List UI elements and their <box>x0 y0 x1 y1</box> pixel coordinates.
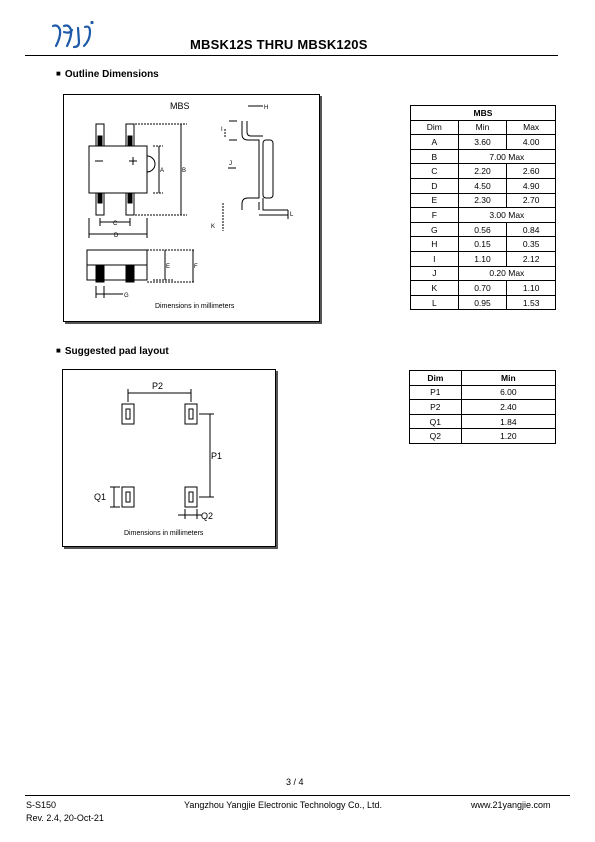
company-name: Yangzhou Yangjie Electronic Technology Co., Ltd. <box>184 800 382 810</box>
pad-section-label: Suggested pad layout <box>64 346 169 357</box>
mbs-col-dim: Dim <box>411 120 459 135</box>
table-row <box>411 222 556 237</box>
table-cell: 0.20 Max <box>458 266 555 281</box>
table-cell: D <box>411 178 459 193</box>
footer-rule <box>25 795 570 796</box>
table-row <box>411 208 556 223</box>
dim-letter-i: I <box>221 127 223 133</box>
table-row <box>411 281 556 296</box>
pad-caption: Dimensions in millimeters <box>124 530 204 537</box>
dim-letter-a: A <box>160 168 165 174</box>
table-cell: Q2 <box>410 429 462 444</box>
pad-col-min: Min <box>461 371 555 386</box>
package-label: MBS <box>170 101 190 111</box>
dim-letter-c: C <box>113 221 118 227</box>
header-rule <box>25 55 558 56</box>
page-title: MBSK12S THRU MBSK120S <box>190 37 368 52</box>
table-cell: A <box>411 135 459 150</box>
pad-drawing <box>62 369 276 547</box>
mbs-col-max: Max <box>507 120 556 135</box>
table-cell: 7.00 Max <box>458 149 555 164</box>
table-cell: I <box>411 251 459 266</box>
table-cell: J <box>411 266 459 281</box>
table-cell: K <box>411 281 459 296</box>
table-cell: 4.00 <box>507 135 556 150</box>
top-view-body <box>89 146 147 193</box>
table-cell: P1 <box>410 385 462 400</box>
table-cell: 6.00 <box>461 385 555 400</box>
table-cell: 2.20 <box>458 164 507 179</box>
table-cell: 1.10 <box>507 281 556 296</box>
table-cell: 0.15 <box>458 237 507 252</box>
outline-section-label: Outline Dimensions <box>64 69 159 80</box>
outline-caption: Dimensions in millimeters <box>155 303 235 310</box>
table-cell: C <box>411 164 459 179</box>
table-cell: P2 <box>410 400 462 415</box>
dim-letter-j: J <box>229 161 232 167</box>
pad-section-heading: ■ Suggested pad layout <box>56 346 169 357</box>
table-row <box>411 237 556 252</box>
table-row <box>410 414 556 429</box>
pad-label-q1: Q1 <box>94 492 107 502</box>
table-cell: H <box>411 237 459 252</box>
table-row <box>411 193 556 208</box>
table-row <box>411 251 556 266</box>
pad-col-dim: Dim <box>410 371 462 386</box>
table-row <box>411 266 556 281</box>
table-cell: 1.84 <box>461 414 555 429</box>
table-cell: 3.00 Max <box>458 208 555 223</box>
table-cell: 1.53 <box>507 295 556 310</box>
table-cell: 2.60 <box>507 164 556 179</box>
revision-info: Rev. 2.4, 20-Oct-21 <box>26 813 104 823</box>
table-cell: E <box>411 193 459 208</box>
table-cell: L <box>411 295 459 310</box>
table-row <box>410 385 556 400</box>
table-cell: 0.95 <box>458 295 507 310</box>
table-cell: 2.30 <box>458 193 507 208</box>
outline-drawing <box>63 94 320 322</box>
table-cell: F <box>411 208 459 223</box>
table-cell: B <box>411 149 459 164</box>
page-number: 3 / 4 <box>286 777 304 787</box>
table-cell: Q1 <box>410 414 462 429</box>
mbs-col-min: Min <box>458 120 507 135</box>
table-cell: 1.20 <box>461 429 555 444</box>
dim-letter-k: K <box>211 224 216 230</box>
dim-letter-g: G <box>124 293 129 299</box>
table-row <box>410 400 556 415</box>
table-cell: 0.84 <box>507 222 556 237</box>
table-cell: 4.90 <box>507 178 556 193</box>
dim-letter-l: L <box>290 212 294 218</box>
table-cell: 2.70 <box>507 193 556 208</box>
table-row <box>411 178 556 193</box>
table-row <box>411 149 556 164</box>
pad-label-q2: Q2 <box>201 511 214 521</box>
table-cell: 0.56 <box>458 222 507 237</box>
table-cell: 0.35 <box>507 237 556 252</box>
table-cell: G <box>411 222 459 237</box>
table-cell: 2.40 <box>461 400 555 415</box>
outline-section-heading: ■ Outline Dimensions <box>56 69 159 80</box>
table-row <box>411 135 556 150</box>
dim-letter-d: D <box>114 233 119 239</box>
website-link[interactable]: www.21yangjie.com <box>471 800 551 810</box>
mbs-table-package: MBS <box>411 106 556 121</box>
dim-letter-f: F <box>194 264 198 270</box>
pad-label-p1: P1 <box>211 451 223 461</box>
pad-label-p2: P2 <box>152 381 164 391</box>
table-cell: 1.10 <box>458 251 507 266</box>
table-cell: 2.12 <box>507 251 556 266</box>
dim-letter-e: E <box>166 264 171 270</box>
table-row <box>411 164 556 179</box>
table-row <box>410 429 556 444</box>
table-cell: 3.60 <box>458 135 507 150</box>
table-row <box>411 295 556 310</box>
company-logo <box>50 20 100 50</box>
doc-code: S-S150 <box>26 800 57 810</box>
pad-dimension-table <box>409 370 556 444</box>
dim-letter-b: B <box>182 168 187 174</box>
table-cell: 4.50 <box>458 178 507 193</box>
mbs-dimension-table <box>410 105 556 310</box>
dim-letter-h: H <box>264 105 269 111</box>
table-cell: 0.70 <box>458 281 507 296</box>
